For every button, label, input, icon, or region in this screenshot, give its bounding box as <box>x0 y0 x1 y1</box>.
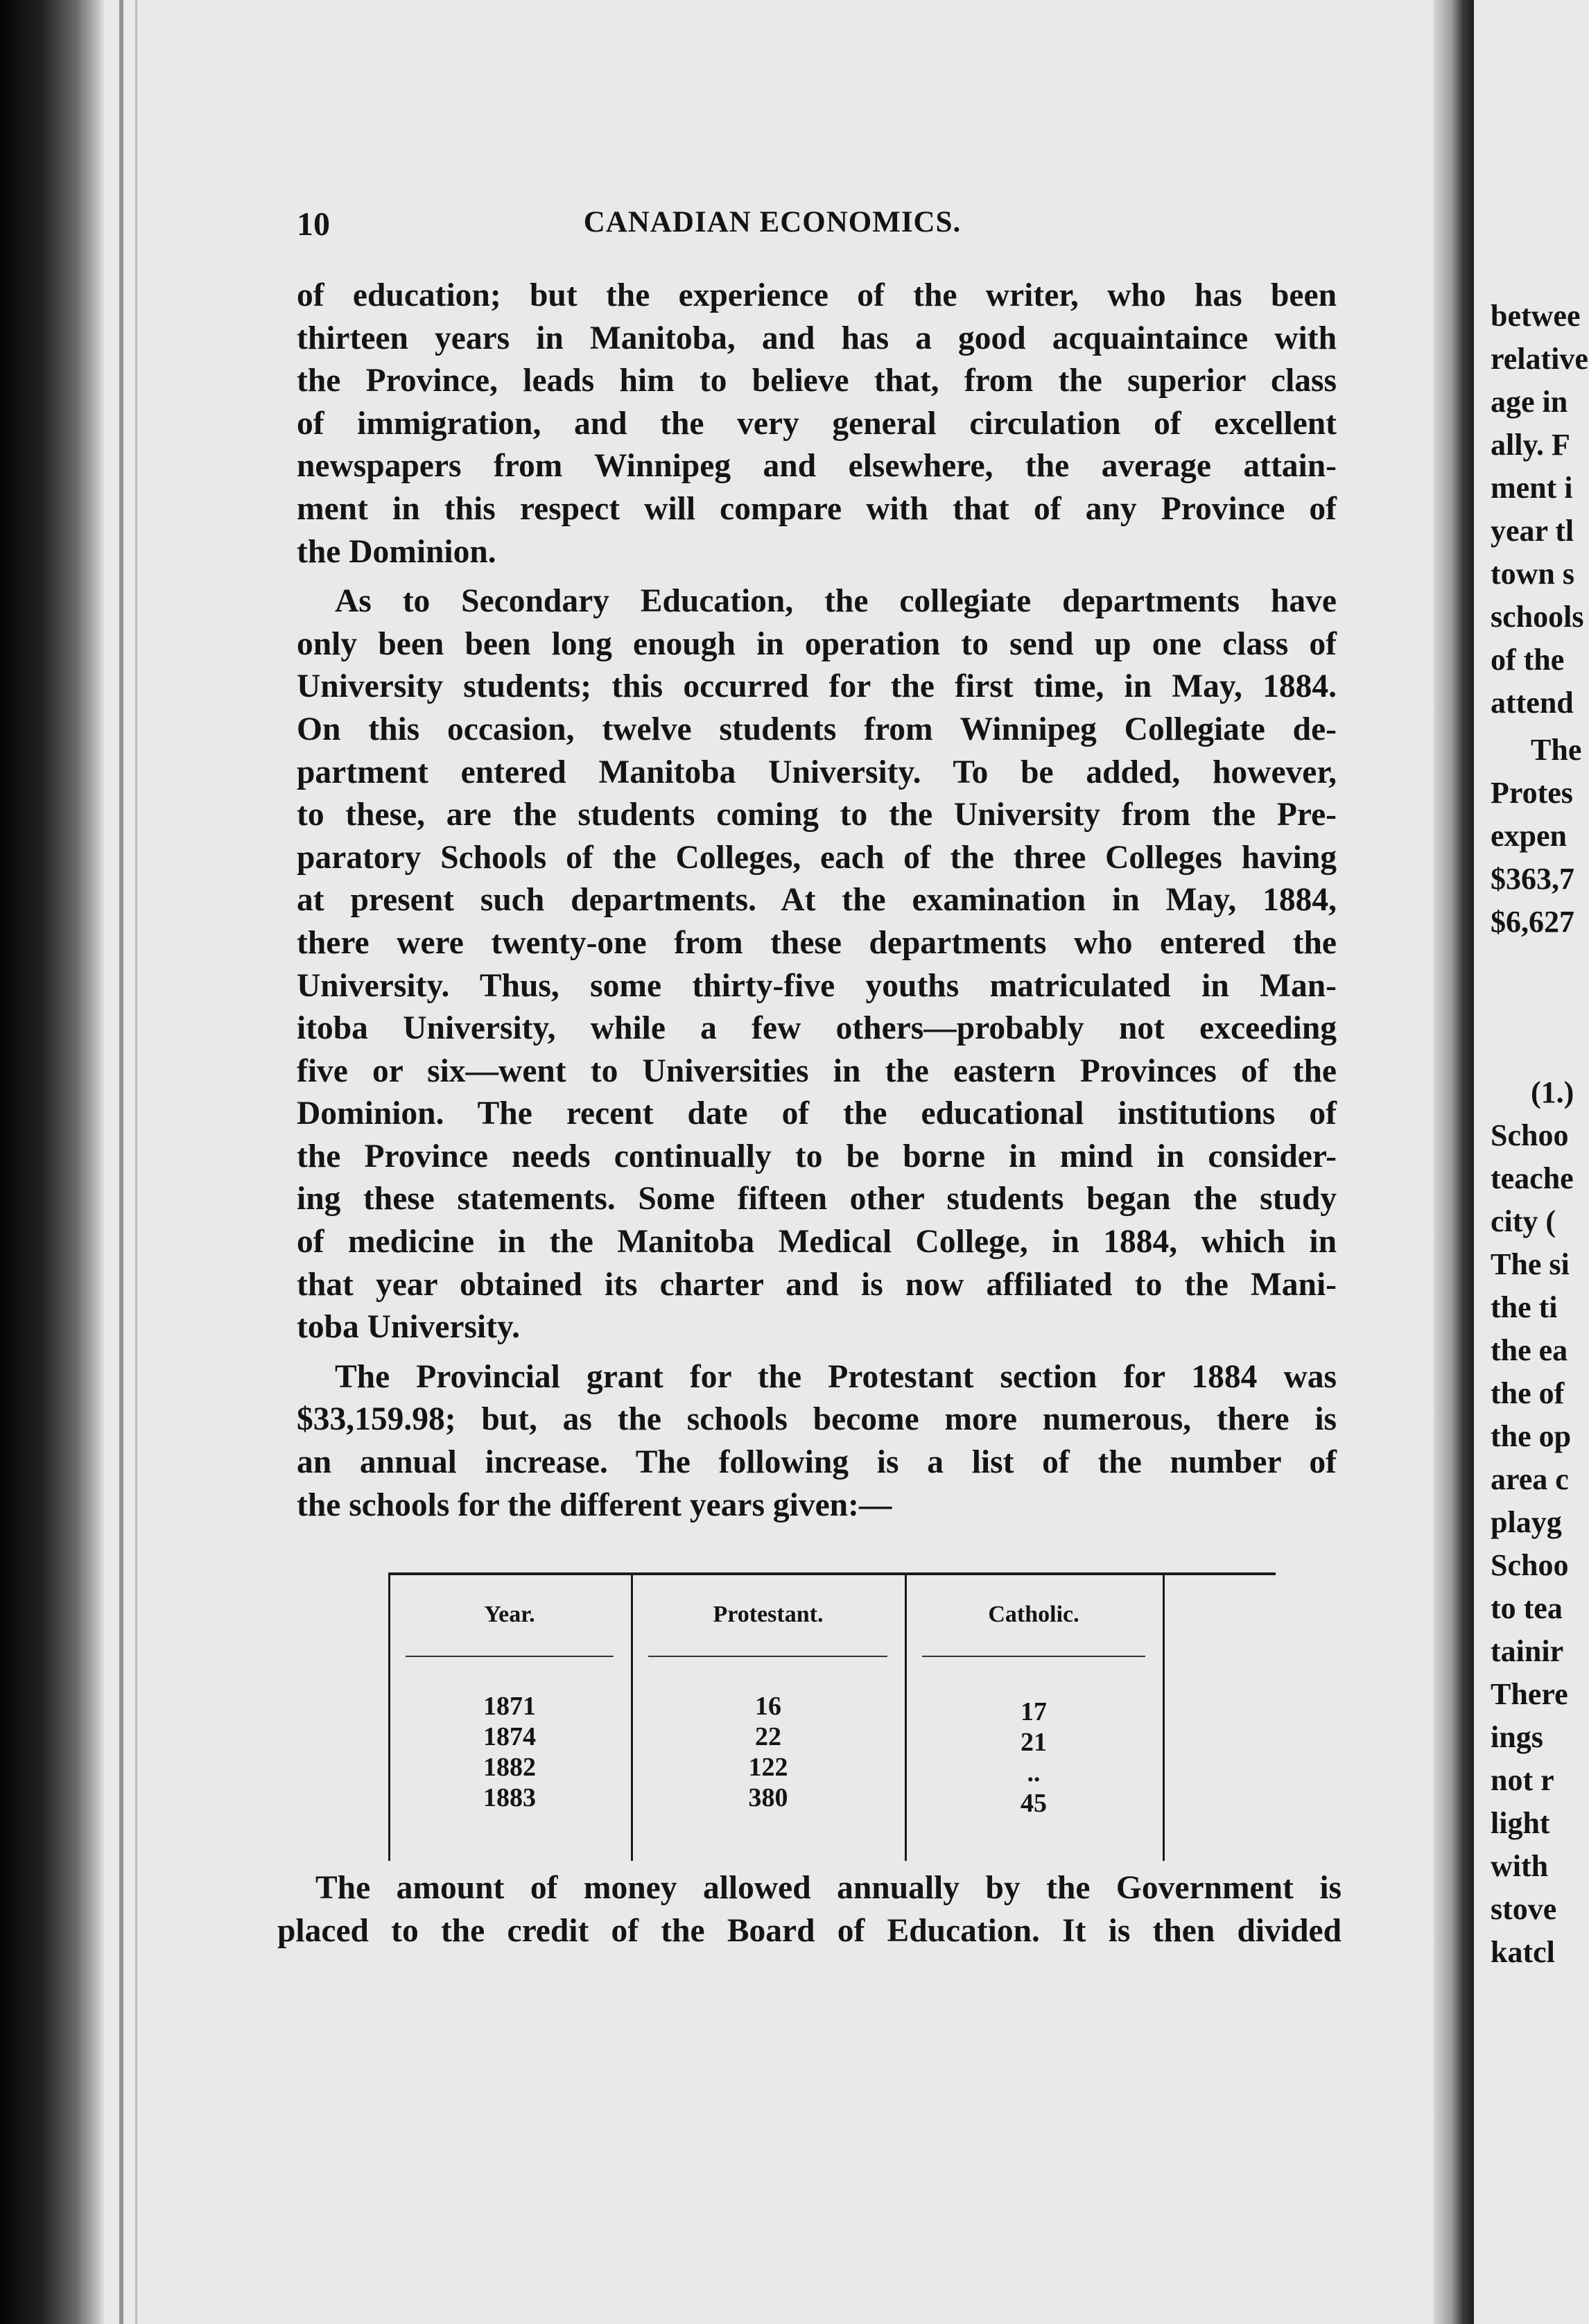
adjacent-page-line: expen <box>1491 819 1567 853</box>
text-line: partment entered Manitoba University. To be added, however, <box>297 754 1337 790</box>
adjacent-page-line: relative <box>1491 342 1588 376</box>
text-line: the Province, leads him to believe that, from the superior class <box>297 363 1337 399</box>
adjacent-page-line: $363,7 <box>1491 862 1574 896</box>
adjacent-page-line: Protes <box>1491 776 1573 810</box>
scan-left-edge <box>0 0 104 2324</box>
adjacent-page-line: The <box>1531 733 1582 767</box>
page-number: 10 <box>297 206 330 243</box>
text-line: of immigration, and the very general circulation of excellent <box>297 405 1337 442</box>
text-line: $33,159.98; but, as the schools become more numerous, there is <box>297 1401 1337 1438</box>
adjacent-page-line: (1.) <box>1531 1075 1574 1109</box>
text-line: The amount of money allowed annually by the Government is <box>315 1870 1341 1906</box>
adjacent-page-line: Schoo <box>1491 1118 1569 1152</box>
table-column-rule <box>631 1575 633 1861</box>
adjacent-page-line: the of <box>1491 1376 1565 1410</box>
body-text <box>297 275 1337 1527</box>
adjacent-page-line: ally. F <box>1491 428 1570 462</box>
text-line: there were twenty-one from these departments who entered the <box>297 924 1337 961</box>
table-cell: 1871 <box>483 1692 536 1721</box>
adjacent-page-line: $6,627 <box>1491 905 1574 939</box>
page-gutter <box>1434 0 1474 2324</box>
table-cell: 1883 <box>483 1783 536 1812</box>
text-line: On this occasion, twelve students from Winnipeg Collegiate de- <box>297 711 1337 747</box>
text-line: University. Thus, some thirty-five youths matriculated in Man- <box>297 967 1337 1004</box>
adjacent-page-line: the op <box>1491 1419 1572 1453</box>
table-column-rule <box>1163 1575 1165 1861</box>
adjacent-page-line: city ( <box>1491 1204 1556 1238</box>
adjacent-page-line: age in <box>1491 385 1568 419</box>
text-line: University students; this occurred for the first time, in May, 1884. <box>297 668 1337 705</box>
text-line: placed to the credit of the Board of Education. It is then divided <box>277 1913 1341 1949</box>
table-cell: 21 <box>1021 1728 1047 1757</box>
text-line: ment in this respect will compare with that of any Province of <box>297 490 1337 527</box>
table-cell: 380 <box>748 1783 788 1812</box>
paragraph <box>297 580 1337 1349</box>
text-line: paratory Schools of the Colleges, each of the three Colleges having <box>297 839 1337 876</box>
adjacent-page-line: There <box>1491 1677 1568 1711</box>
table-cell: .. <box>1027 1758 1041 1787</box>
table-header-cell: Protestant. <box>713 1602 824 1627</box>
adjacent-page-line: schools <box>1491 600 1584 634</box>
adjacent-page-line: to tea <box>1491 1591 1563 1625</box>
text-line: ing these statements. Some fifteen other students began the study <box>297 1181 1337 1217</box>
adjacent-page-line: katcl <box>1491 1935 1555 1969</box>
table-header-rule <box>406 1656 614 1657</box>
table-header-rule <box>648 1656 887 1657</box>
text-line: The Provincial grant for the Protestant section for 1884 was <box>335 1358 1337 1395</box>
text-line: toba University. <box>297 1309 520 1346</box>
adjacent-page-line: area c <box>1491 1462 1569 1496</box>
table-header-cell: Catholic. <box>988 1602 1079 1627</box>
adjacent-page-line: the ti <box>1491 1290 1558 1324</box>
text-line: the Dominion. <box>297 533 496 570</box>
text-line: that year obtained its charter and is now affiliated to the Mani- <box>297 1266 1337 1303</box>
adjacent-page-line: teache <box>1491 1161 1574 1195</box>
adjacent-page-line: of the <box>1491 643 1565 677</box>
adjacent-page-line: ment i <box>1491 471 1573 505</box>
adjacent-page-line: The si <box>1491 1247 1570 1281</box>
table-cell: 45 <box>1021 1789 1047 1818</box>
text-line: five or six—went to Universities in the eastern Provinces of the <box>297 1052 1337 1089</box>
table-header-rule <box>922 1656 1145 1657</box>
table-cell: 17 <box>1021 1697 1047 1726</box>
table-cell: 1882 <box>483 1753 536 1782</box>
adjacent-page-line: tainir <box>1491 1634 1564 1668</box>
text-line: the Province needs continually to be borne in mind in consider- <box>297 1138 1337 1174</box>
text-line: to these, are the students coming to the University from the Pre- <box>297 797 1337 833</box>
text-line: the schools for the different years given:— <box>297 1486 892 1523</box>
page-header <box>297 205 1151 254</box>
adjacent-page-line: not r <box>1491 1763 1554 1797</box>
adjacent-page-line: with <box>1491 1849 1549 1883</box>
adjacent-page-line: playg <box>1491 1505 1562 1539</box>
running-title: CANADIAN ECONOMICS. <box>583 206 962 239</box>
adjacent-page-line: betwee <box>1491 299 1581 333</box>
text-line: Dominion. The recent date of the educational institutions of <box>297 1095 1337 1132</box>
table-cell: 122 <box>748 1753 788 1782</box>
adjacent-page-fragment <box>1482 0 1589 2324</box>
text-line: thirteen years in Manitoba, and has a good acquaintaince with <box>297 320 1337 356</box>
text-line: of medicine in the Manitoba Medical College, in 1884, which in <box>297 1224 1337 1260</box>
table-cell: 22 <box>755 1722 781 1751</box>
adjacent-page-line: year tl <box>1491 514 1574 548</box>
adjacent-page-line: Schoo <box>1491 1548 1569 1582</box>
table-cell: 16 <box>755 1692 781 1721</box>
adjacent-page-line: town s <box>1491 557 1575 591</box>
text-line: As to Secondary Education, the collegiate departments have <box>335 583 1337 620</box>
adjacent-page-line: the ea <box>1491 1333 1568 1367</box>
adjacent-page-line: ings <box>1491 1720 1543 1754</box>
paragraph <box>297 275 1337 573</box>
table-column-rule <box>905 1575 907 1861</box>
adjacent-page-line: light <box>1491 1806 1550 1840</box>
text-line: an annual increase. The following is a list of the number of <box>297 1444 1337 1481</box>
table-column-rule <box>388 1575 390 1861</box>
text-line: of education; but the experience of the writer, who has been <box>297 277 1337 313</box>
adjacent-page-line: stove <box>1491 1892 1557 1926</box>
adjacent-page-line: attend <box>1491 686 1574 720</box>
closing-paragraph <box>277 1866 1341 1952</box>
text-line: itoba University, while a few others—probably not exceeding <box>297 1010 1337 1047</box>
text-line: only been been long enough in operation to send up one class of <box>297 625 1337 662</box>
table-cell: 1874 <box>483 1722 536 1751</box>
text-line: newspapers from Winnipeg and elsewhere, the average attain- <box>297 448 1337 485</box>
text-line: at present such departments. At the examination in May, 1884, <box>297 882 1337 919</box>
table-header-cell: Year. <box>484 1602 535 1627</box>
schools-table <box>388 1572 1276 1861</box>
paragraph <box>297 1356 1337 1527</box>
